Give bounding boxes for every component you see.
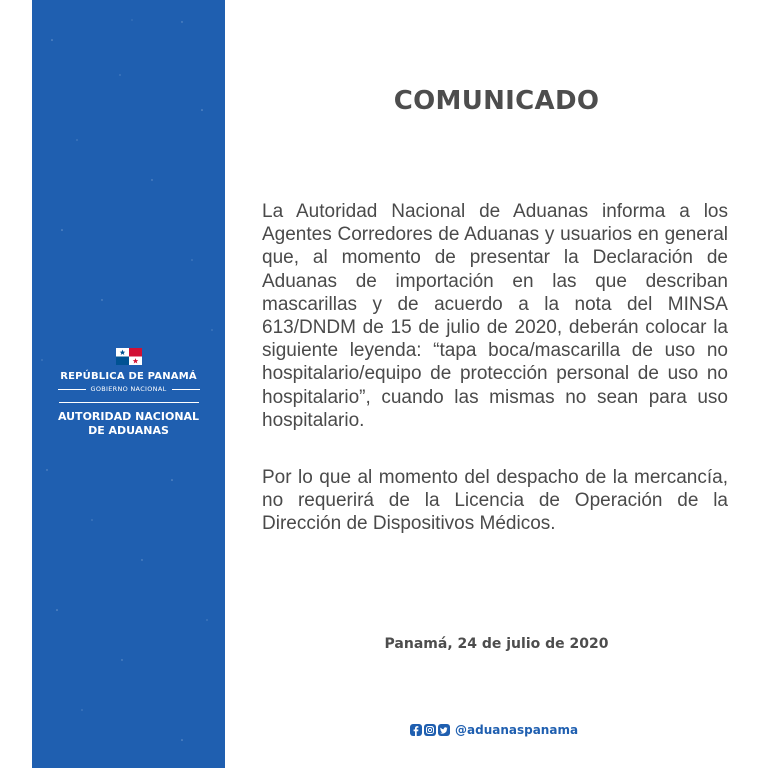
facebook-icon[interactable] <box>410 724 422 736</box>
body-paragraph-2: Por lo que al momento del despacho de la mercancía, no requerirá de la Licencia de Operación de la Dirección de Dispositivos Médicos. <box>262 467 728 535</box>
logo-divider <box>59 402 199 403</box>
social-handle[interactable]: @aduanaspanama <box>455 723 579 737</box>
left-blue-panel <box>32 0 225 768</box>
country-name: REPÚBLICA DE PANAMÁ <box>60 371 197 382</box>
agency-name <box>32 410 225 438</box>
government-label: GOBIERNO NACIONAL <box>90 385 167 393</box>
social-footer <box>410 723 578 737</box>
instagram-icon[interactable] <box>424 724 436 736</box>
agency-logo <box>32 348 225 438</box>
agency-name-line1: AUTORIDAD NACIONAL <box>57 410 200 423</box>
page-title: COMUNICADO <box>393 86 600 116</box>
issue-date: Panamá, 24 de julio de 2020 <box>384 636 609 652</box>
divider-line <box>172 389 200 390</box>
twitter-icon[interactable] <box>438 724 450 736</box>
panama-flag-icon <box>116 348 142 365</box>
body-paragraph-1: La Autoridad Nacional de Aduanas informa a los Agentes Corredores de Aduanas y usuarios en general que, al momento de presentar la Declaración de Aduanas de importación en las que describan mascarillas y de acuerdo a la nota del MINSA 613/DNDM de 15 de julio de 2020, deberán colocar la siguiente leyenda: “tapa boca/mascarilla de uso no hospitalario/equipo de protección personal de uso no hospitalario”, cuando las mismas no sean para uso hospitalario. <box>262 201 728 431</box>
agency-name-line2: DE ADUANAS <box>88 424 169 437</box>
divider-line <box>58 389 86 390</box>
government-row <box>32 385 225 393</box>
